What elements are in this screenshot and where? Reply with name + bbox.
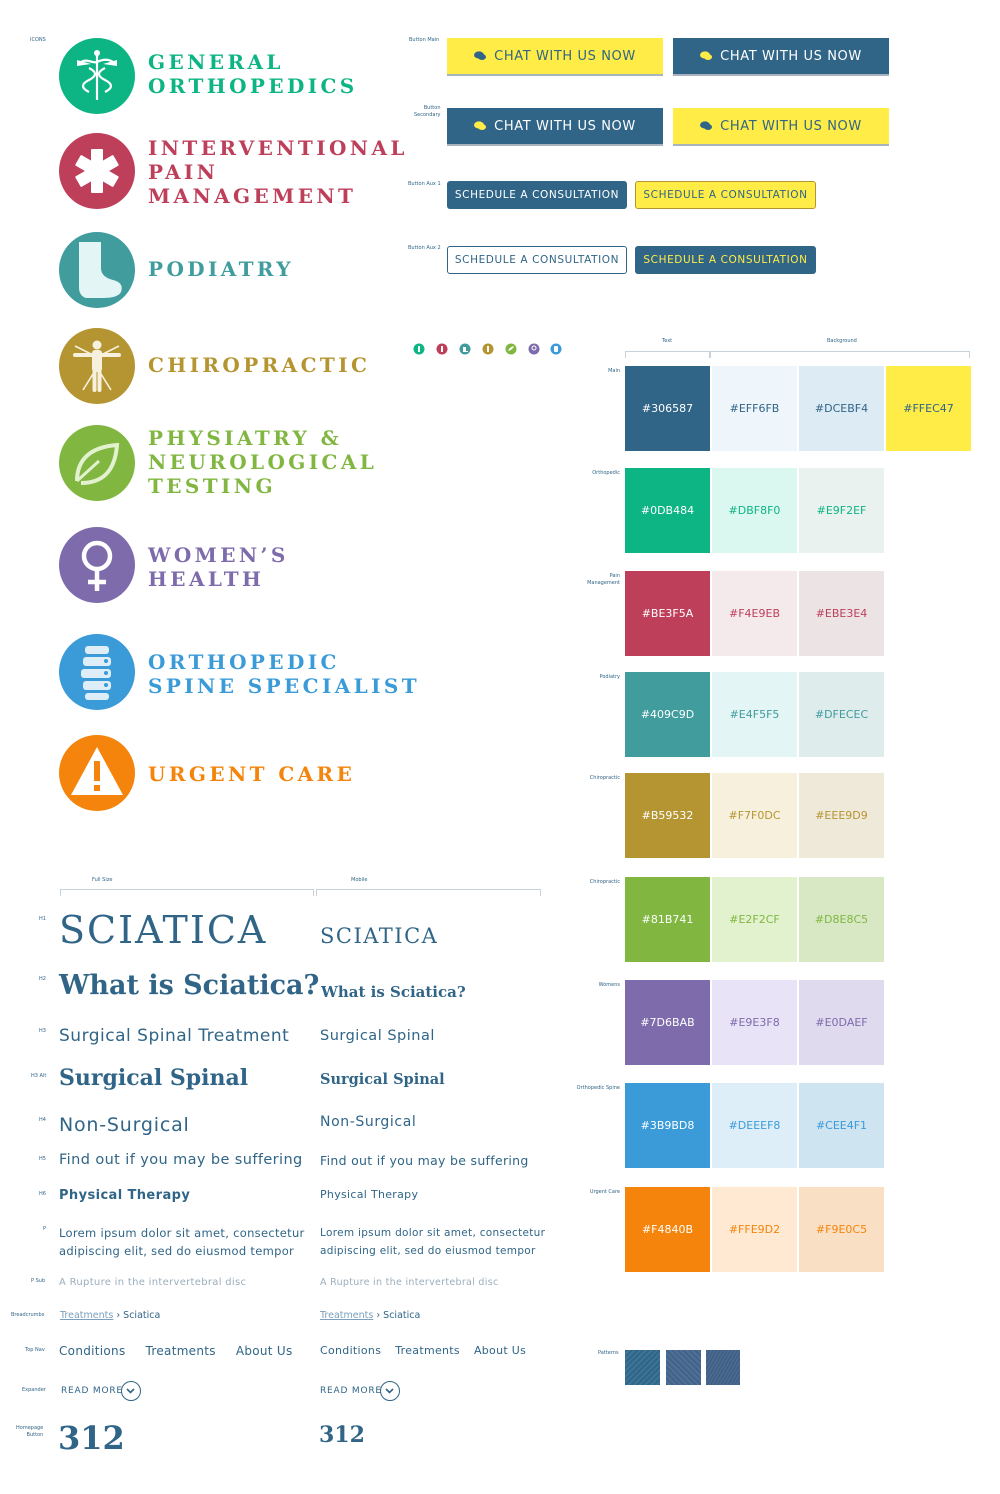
h1-label: H1	[39, 916, 46, 922]
paragraph-full: Lorem ipsum dolor sit amet, consectetur adipiscing elit, sed do eiusmod tempor	[59, 1226, 305, 1258]
h6-full: Physical Therapy	[59, 1188, 191, 1203]
breadcrumb-full	[60, 1310, 160, 1321]
button-secondary-label: Button Secondary	[414, 105, 441, 118]
color-swatch: #E4F5F5	[712, 672, 797, 757]
venus-icon-small	[529, 344, 540, 355]
h3-alt-mobile: Surgical Spinal	[320, 1071, 445, 1088]
warning-icon	[59, 735, 135, 811]
button-main-label: Button Main	[409, 37, 440, 43]
text-column-label: Text	[662, 338, 673, 344]
breadcrumb-mobile	[320, 1310, 420, 1321]
chat-button-main-yellow[interactable]	[447, 38, 663, 76]
icons-section-label: ICONS	[30, 37, 46, 43]
breadcrumb-link-treatments[interactable]: Treatments	[320, 1310, 374, 1321]
color-swatch: #DCEBF4	[799, 366, 884, 451]
p-sub-label: P Sub	[31, 1278, 46, 1284]
breadcrumb-current: Sciatica	[123, 1310, 161, 1321]
color-swatch: #DFECEC	[799, 672, 884, 757]
background-column-label: Background	[827, 338, 857, 344]
nav-item-conditions[interactable]: Conditions	[59, 1344, 126, 1358]
color-swatch: #306587	[625, 366, 710, 451]
schedule-button-aux2-dark[interactable]: SCHEDULE A CONSULTATION	[635, 246, 816, 274]
service-label-womens-health: WOMEN’S HEALTH	[148, 543, 289, 591]
top-nav-label: Top Nav	[25, 1347, 45, 1353]
palette-row-label: Chiropractic	[589, 775, 620, 781]
nav-item-treatments[interactable]: Treatments	[395, 1344, 460, 1357]
nav-item-about-us[interactable]: About Us	[235, 1344, 293, 1358]
chat-button-main-dark[interactable]	[673, 38, 889, 76]
read-more-mobile[interactable]: READ MORE	[320, 1386, 382, 1396]
palette-row-label: Chiropractic	[589, 879, 620, 885]
color-swatch: #FFE9D2	[712, 1187, 797, 1272]
nav-item-conditions[interactable]: Conditions	[320, 1344, 382, 1357]
chevron-down-icon[interactable]	[121, 1381, 141, 1401]
color-swatch: #DEEEF8	[712, 1083, 797, 1168]
mobile-label: Mobile	[351, 877, 368, 883]
color-swatch: #CEE4F1	[799, 1083, 884, 1168]
breadcrumb-link-treatments[interactable]: Treatments	[60, 1310, 114, 1321]
nav-item-treatments[interactable]: Treatments	[145, 1344, 216, 1358]
chevron-down-icon[interactable]	[380, 1381, 400, 1401]
chat-bubble-icon	[700, 121, 712, 131]
h6-mobile: Physical Therapy	[320, 1188, 419, 1201]
color-swatch: #F4840B	[625, 1187, 710, 1272]
vitruvian-man-icon	[59, 328, 135, 404]
schedule-button-aux1-dark[interactable]: SCHEDULE A CONSULTATION	[447, 181, 627, 209]
service-label-spine: ORTHOPEDIC SPINE SPECIALIST	[148, 650, 420, 698]
h2-full: What is Sciatica?	[59, 970, 320, 1001]
h6-label: H6	[39, 1191, 46, 1197]
color-swatch: #E9E3F8	[712, 980, 797, 1065]
chat-button-label: CHAT WITH US NOW	[720, 48, 862, 64]
palette-row-label: Main	[608, 368, 620, 374]
expander-label: Expander	[22, 1387, 46, 1393]
p-sub-full: A Rupture in the intervertebral disc	[59, 1277, 247, 1288]
h1-mobile: SCIATICA	[320, 924, 439, 948]
palette-row-label: Womens	[598, 982, 620, 988]
color-swatch: #7D6BAB	[625, 980, 710, 1065]
schedule-button-aux2-outline[interactable]: SCHEDULE A CONSULTATION	[447, 246, 627, 274]
color-swatch: #409C9D	[625, 672, 710, 757]
h3-full: Surgical Spinal Treatment	[59, 1026, 290, 1046]
color-swatch: #DBF8F0	[712, 468, 797, 553]
chat-bubble-icon	[700, 51, 712, 61]
h5-full: Find out if you may be suffering	[59, 1152, 303, 1168]
palette-row-label: Orthopedic Spine	[576, 1085, 620, 1091]
homepage-number-full[interactable]: 312	[58, 1419, 125, 1457]
chat-button-secondary-yellow[interactable]	[673, 108, 889, 146]
chat-button-label: CHAT WITH US NOW	[494, 118, 636, 134]
color-swatch: #F4E9EB	[712, 571, 797, 656]
homepage-number-mobile[interactable]: 312	[319, 1422, 365, 1448]
h4-full: Non-Surgical	[59, 1114, 190, 1136]
color-swatch: #EEE9D9	[799, 773, 884, 858]
palette-row-label: Urgent Care	[589, 1189, 620, 1195]
breadcrumbs-label: Breadcrumbs	[11, 1312, 45, 1318]
color-swatch: #E0DAEF	[799, 980, 884, 1065]
homepage-button-label: Homepage Button	[16, 1425, 44, 1438]
h5-mobile: Find out if you may be suffering	[320, 1153, 529, 1168]
service-label-general-orthopedics: GENERAL ORTHOPEDICS	[148, 50, 358, 98]
pattern-swatch-diagonal	[625, 1350, 660, 1385]
h3-alt-full: Surgical Spinal	[59, 1065, 249, 1091]
color-swatch: #E9F2EF	[799, 468, 884, 553]
breadcrumb-separator: ›	[116, 1310, 121, 1321]
paragraph-mobile: Lorem ipsum dolor sit amet, consectetur adipiscing elit, sed do eiusmod tempor	[320, 1227, 546, 1257]
color-swatch: #D8E8C5	[799, 877, 884, 962]
h2-label: H2	[39, 976, 46, 982]
h3-mobile: Surgical Spinal	[320, 1028, 435, 1044]
color-swatch: #EBE3E4	[799, 571, 884, 656]
color-swatch: #E2F2CF	[712, 877, 797, 962]
service-label-physiatry: PHYSIATRY & NEUROLOGICAL TESTING	[148, 426, 378, 498]
nav-item-about-us[interactable]: About Us	[473, 1344, 527, 1357]
h4-mobile: Non-Surgical	[320, 1114, 417, 1130]
leaf-icon	[59, 425, 135, 501]
venus-icon	[59, 527, 135, 603]
service-label-interventional-pain: INTERVENTIONAL PAIN MANAGEMENT	[148, 136, 408, 208]
service-label-chiropractic: CHIROPRACTIC	[148, 353, 371, 377]
full-size-label: Full Size	[92, 877, 113, 883]
chat-bubble-icon	[474, 121, 486, 131]
foot-icon	[59, 232, 135, 308]
chat-button-secondary-dark[interactable]	[447, 108, 663, 146]
button-aux2-label: Button Aux 2	[408, 245, 441, 251]
h3-label: H3	[39, 1028, 46, 1034]
color-swatch: #3B9BD8	[625, 1083, 710, 1168]
color-swatch: #F7F0DC	[712, 773, 797, 858]
service-label-podiatry: PODIATRY	[148, 257, 294, 281]
patterns-label: Patterns	[598, 1350, 619, 1356]
read-more-full[interactable]: READ MORE	[61, 1386, 123, 1396]
service-label-urgent-care: URGENT CARE	[148, 762, 356, 786]
top-nav-mobile	[320, 1344, 526, 1357]
color-swatch: #0DB484	[625, 468, 710, 553]
chat-bubble-icon	[474, 51, 486, 61]
caduceus-icon	[59, 38, 135, 114]
color-swatch: #FFEC47	[886, 366, 971, 451]
palette-row-label: Pain Management	[587, 573, 620, 586]
palette-row-label: Orthopedic	[592, 470, 620, 476]
small-icon-row	[413, 340, 563, 359]
chat-button-label: CHAT WITH US NOW	[494, 48, 636, 64]
palette-row-label: Podiatry	[599, 674, 620, 680]
p-sub-mobile: A Rupture in the intervertebral disc	[320, 1277, 499, 1288]
star-of-life-icon	[59, 133, 135, 209]
color-swatch: #F9E0C5	[799, 1187, 884, 1272]
p-label: P	[43, 1226, 47, 1232]
color-swatch: #81B741	[625, 877, 710, 962]
color-swatch: #EFF6FB	[712, 366, 797, 451]
chat-button-label: CHAT WITH US NOW	[720, 118, 862, 134]
spine-icon	[59, 634, 135, 710]
h3-alt-label: H3 Alt	[31, 1073, 47, 1079]
h1-full: SCIATICA	[59, 908, 268, 952]
h5-label: H5	[39, 1156, 46, 1162]
breadcrumb-current: Sciatica	[383, 1310, 421, 1321]
button-aux1-label: Button Aux 1	[408, 181, 441, 187]
h4-label: H4	[39, 1117, 46, 1123]
h2-mobile: What is Sciatica?	[321, 983, 466, 1001]
pattern-swatch-lines	[706, 1350, 740, 1385]
color-swatch: #BE3F5A	[625, 571, 710, 656]
pattern-swatch-crosshatch	[666, 1350, 701, 1385]
schedule-button-aux1-yellow[interactable]: SCHEDULE A CONSULTATION	[635, 181, 816, 209]
breadcrumb-separator: ›	[376, 1310, 381, 1321]
top-nav-full	[59, 1344, 293, 1358]
color-swatch: #B59532	[625, 773, 710, 858]
